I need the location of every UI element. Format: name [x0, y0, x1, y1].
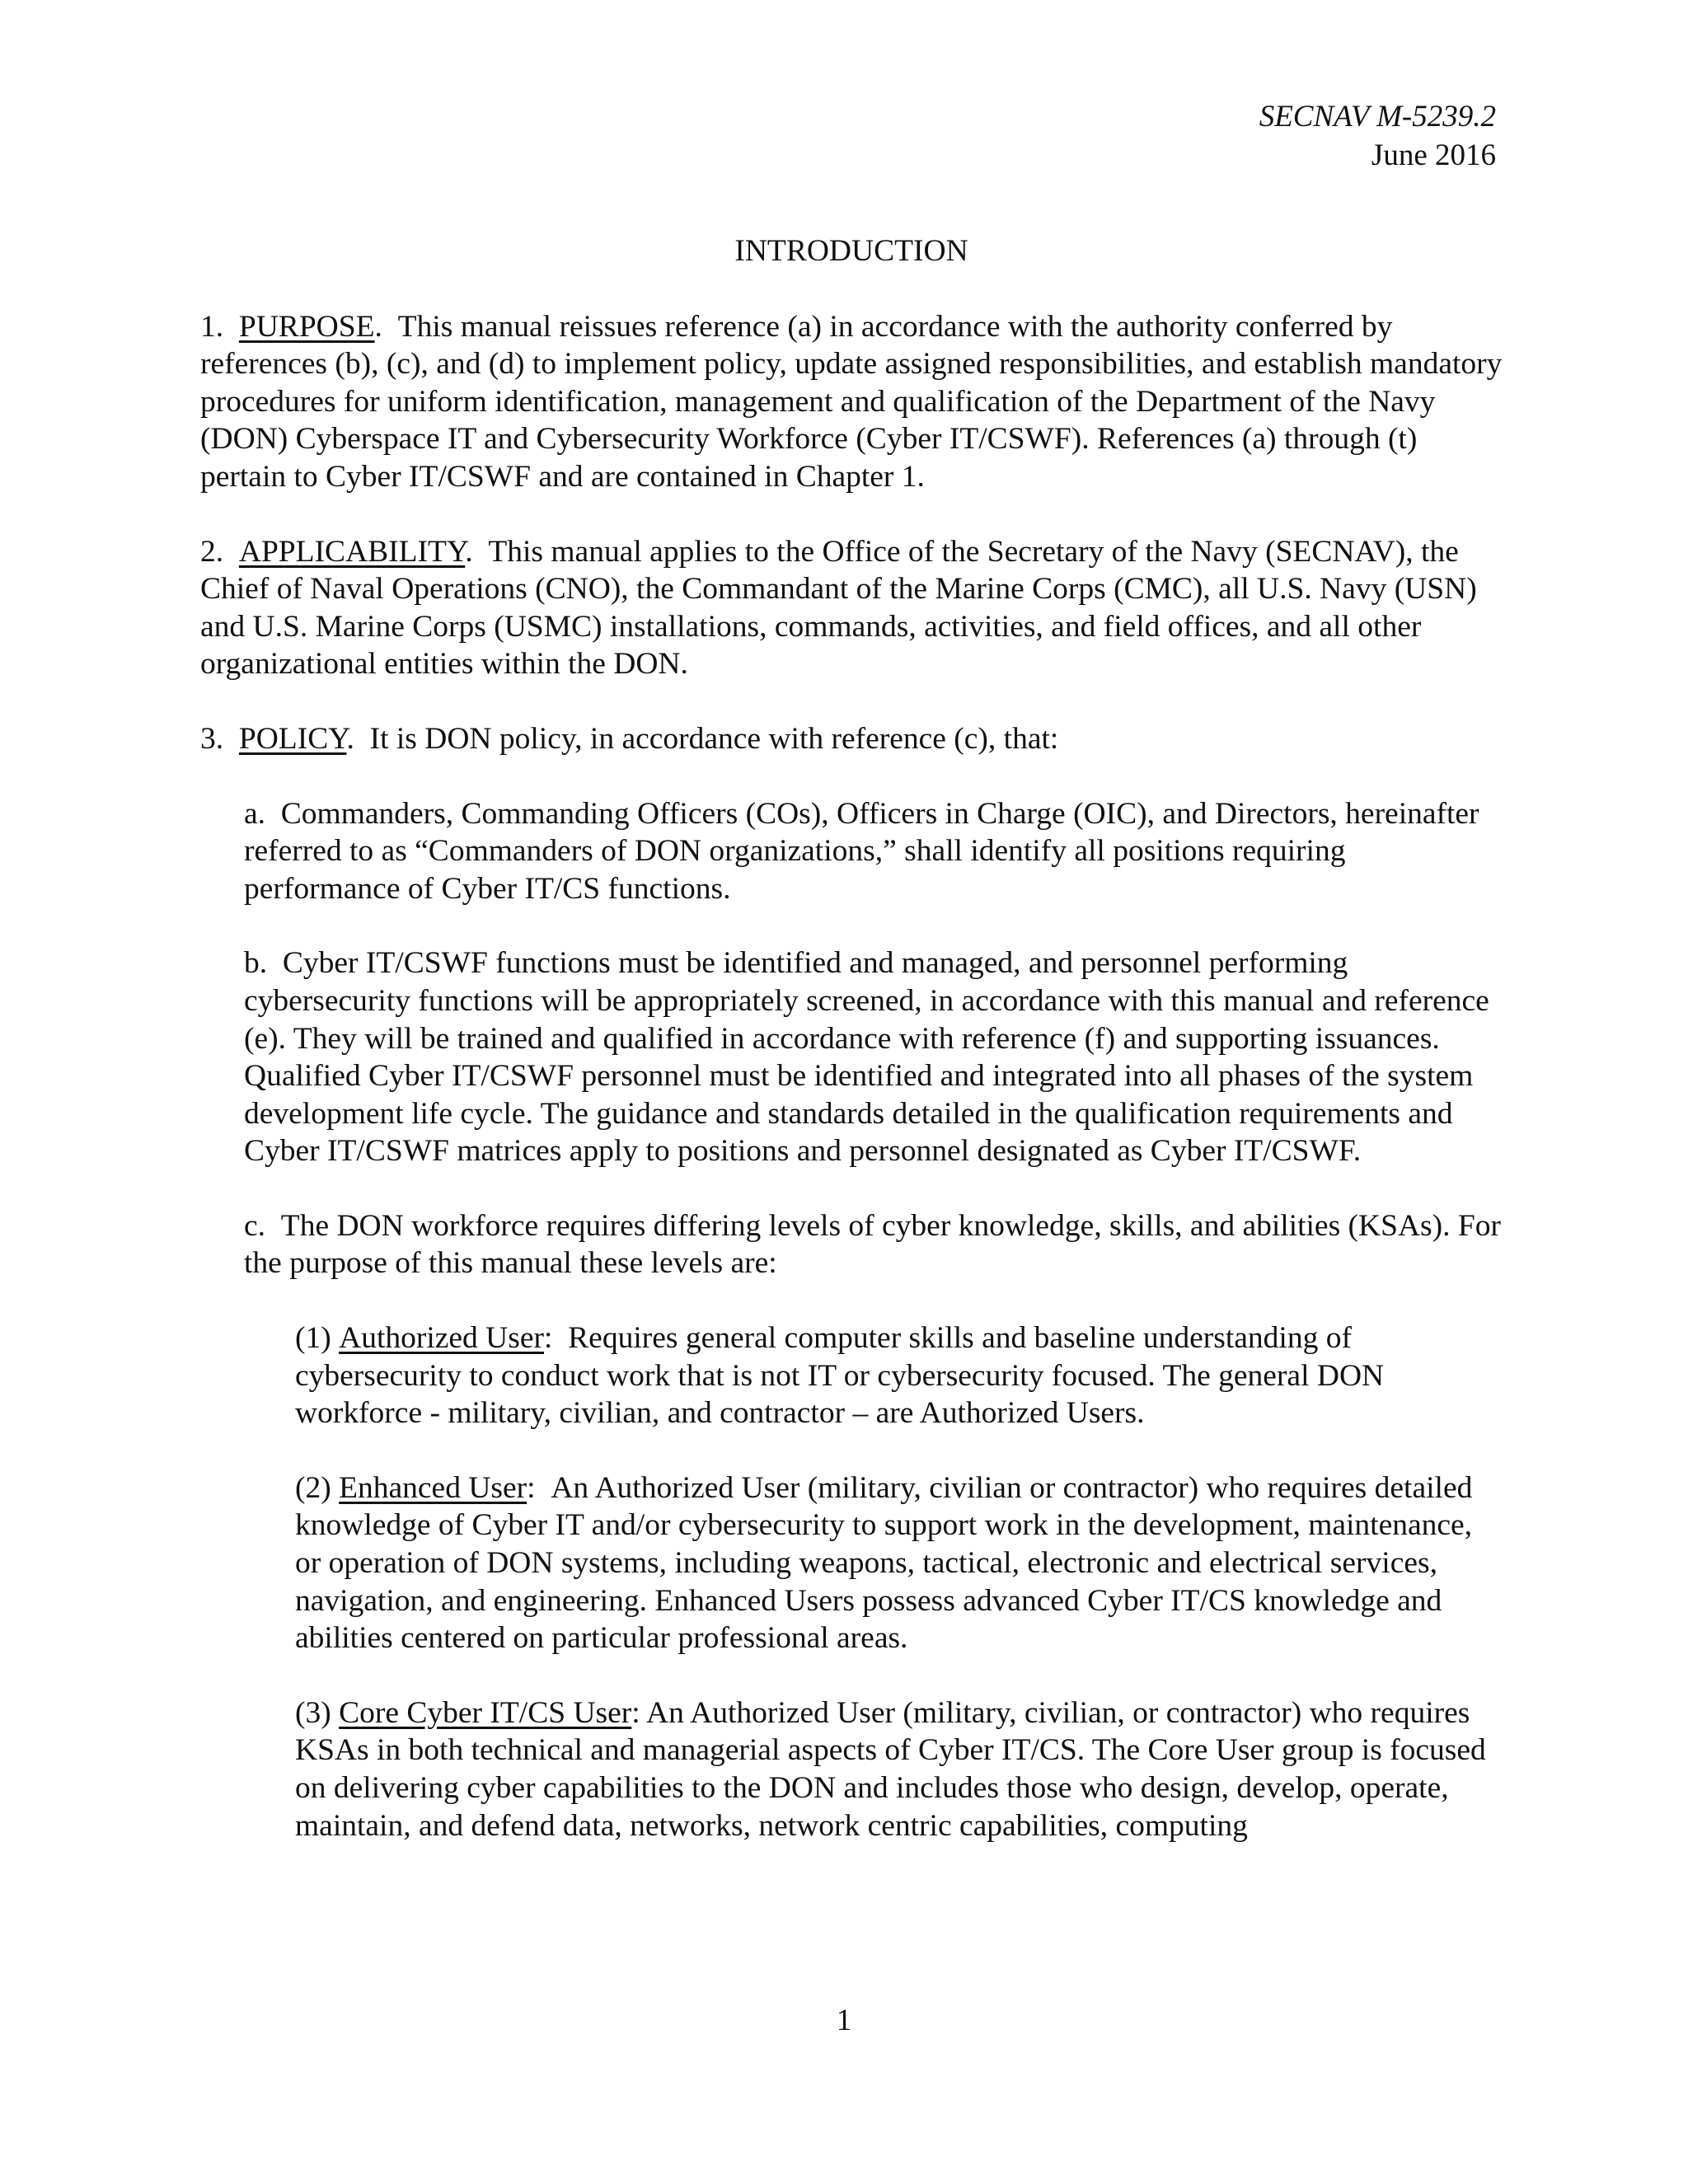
page-number: 1	[836, 2004, 852, 2037]
section-number: 1.	[200, 309, 224, 344]
subitem-text: Requires general computer skills and baseline understanding of cybersecurity to conduct work that is not IT or cybersecurity focused. The general DON workforce - military, civilian, and contractor – are Authorized Users.	[295, 1321, 1385, 1431]
policy-item-a	[200, 795, 1503, 908]
subitem-term: Authorized User	[339, 1321, 544, 1356]
section-heading: APPLICABILITY	[238, 534, 466, 569]
item-text: The DON workforce requires differing levels of cyber knowledge, skills, and abilities (KSAs). For the purpose of this manual these levels are:	[244, 1208, 1501, 1281]
section-heading: PURPOSE	[238, 309, 375, 344]
section-applicability: 2. APPLICABILITY. This manual applies to the Office of the Secretary of the Navy (SECNAV), the Chief of Naval Operations (CNO), the Commandant of the Marine Corps (CMC), all U.S. Navy (USN) and U.S. Marine Corps (USMC) installations, commands, activities, and field offices, and all other organizational entities within the DON.	[200, 534, 1477, 682]
section-purpose: 1. PURPOSE. This manual reissues reference (a) in accordance with the authority conferred by references (b), (c), and (d) to implement policy, update assigned responsibilities, and establish mandatory procedures for uniform identification, management and qualification of the Department of the Navy (DON) Cyberspace IT and Cybersecurity Workforce (Cyber IT/CSWF). References (a) through (t) pertain to Cyber IT/CSWF and are contained in Chapter 1.	[200, 309, 1503, 494]
section-policy: 3. POLICY. It is DON policy, in accordance with reference (c), that:	[200, 721, 1059, 756]
subitem-number: (3)	[295, 1695, 331, 1730]
item-text: Commanders, Commanding Officers (COs), Officers in Charge (OIC), and Directors, hereinafter referred to as “Commanders of DON organizations,” shall identify all positions requiring performance of Cyber IT/CS functions.	[244, 796, 1479, 906]
page-title: INTRODUCTION	[734, 234, 968, 268]
section-number: 3.	[200, 721, 224, 756]
document-date: June 2016	[1371, 138, 1496, 172]
item-text: Cyber IT/CSWF functions must be identified and managed, and personnel performing cybersecurity functions will be appropriately screened, in accordance with this manual and reference (e). They will be trained and qualified in accordance with reference (f) and supporting issuances. Qualified Cyber IT/CSWF personnel must be identified and integrated into all phases of the system development life cycle. The guidance and standards detailed in the qualification requirements and Cyber IT/CSWF matrices apply to positions and personnel designated as Cyber IT/CSWF.	[244, 946, 1489, 1169]
user-level-core: (3) Core Cyber IT/CS User: An Authorized User (military, civilian, or contractor) who requires KSAs in both technical and managerial aspects of Cyber IT/CS. The Core User group is focused on delivering cyber capabilities to the DON and includes those who design, develop, operate, maintain, and defend data, networks, network centric capabilities, computing	[295, 1695, 1486, 1843]
section-text: This manual reissues reference (a) in accordance with the authority conferred by references (b), (c), and (d) to implement policy, update assigned responsibilities, and establish mandatory procedures for uniform identification, management and qualification of the Department of the Navy (DON) Cyberspace IT and Cybersecurity Workforce (Cyber IT/CSWF). References (a) through (t) pertain to Cyber IT/CSWF and are contained in Chapter 1.	[200, 309, 1503, 494]
page-header	[1259, 97, 1496, 175]
subitem-text: An Authorized User (military, civilian, or contractor) who requires KSAs in both technical and managerial aspects of Cyber IT/CS. The Core User group is focused on delivering cyber capabilities to the DON and includes those who design, develop, operate, maintain, and defend data, networks, network centric capabilities, computing	[295, 1695, 1486, 1843]
document-body	[200, 232, 1503, 1882]
section-number: 2.	[200, 534, 224, 569]
subitem-term: Enhanced User	[339, 1470, 528, 1505]
subitem-number: (1)	[295, 1321, 331, 1356]
policy-item-c	[200, 1207, 1503, 1282]
section-text: This manual applies to the Office of the Secretary of the Navy (SECNAV), the Chief of Naval Operations (CNO), the Commandant of the Marine Corps (CMC), all U.S. Navy (USN) and U.S. Marine Corps (USMC) installations, commands, activities, and field offices, and all other organizational entities within the DON.	[200, 534, 1477, 682]
user-level-authorized: (1) Authorized User: Requires general computer skills and baseline understanding of cybersecurity to conduct work that is not IT or cybersecurity focused. The general DON workforce - military, civilian, and contractor – are Authorized Users.	[295, 1321, 1385, 1431]
document-number: SECNAV M-5239.2	[1259, 100, 1496, 134]
section-text: It is DON policy, in accordance with reference (c), that:	[369, 721, 1059, 756]
subitem-term: Core Cyber IT/CS User	[339, 1695, 632, 1730]
item-label: c.	[244, 1208, 266, 1243]
subitem-text: An Authorized User (military, civilian or contractor) who requires detailed knowledge of Cyber IT and/or cybersecurity to support work in the development, maintenance, or operation of DON systems, including weapons, tactical, electronic and electrical services, navigation, and engineering. Enhanced Users possess advanced Cyber IT/CS knowledge and abilities centered on particular professional areas.	[295, 1470, 1473, 1656]
user-level-enhanced: (2) Enhanced User: An Authorized User (military, civilian or contractor) who requires detailed knowledge of Cyber IT and/or cybersecurity to support work in the development, maintenance, or operation of DON systems, including weapons, tactical, electronic and electrical services, navigation, and engineering. Enhanced Users possess advanced Cyber IT/CS knowledge and abilities centered on particular professional areas.	[295, 1470, 1473, 1656]
item-label: a.	[244, 796, 266, 831]
policy-item-b	[200, 944, 1503, 1170]
section-heading: POLICY	[238, 721, 347, 756]
subitem-number: (2)	[295, 1470, 331, 1505]
item-label: b.	[244, 946, 268, 981]
